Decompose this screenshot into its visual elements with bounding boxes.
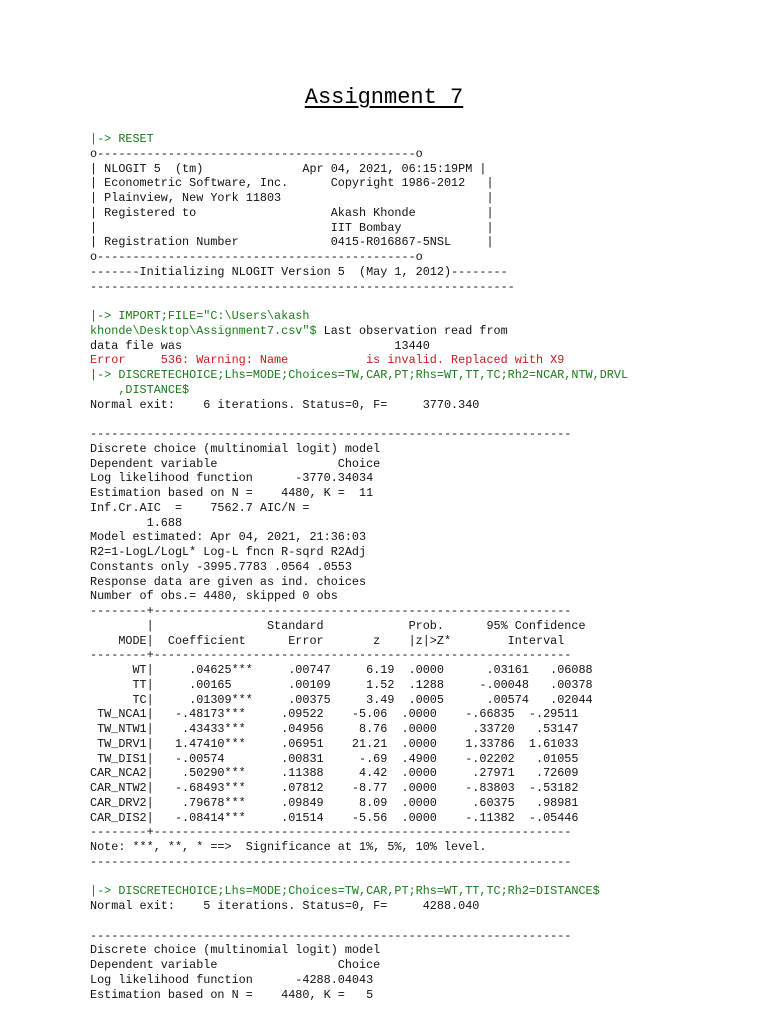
log-line: | IIT Bombay | bbox=[90, 220, 494, 235]
log-line: Normal exit: 5 iterations. Status=0, F= 4288.040 bbox=[90, 899, 480, 913]
log-line: R2=1-LogL/LogL* Log-L fncn R-sqrd R2Adj bbox=[90, 545, 367, 559]
log-line: |-> RESET bbox=[90, 132, 154, 146]
log-line: | Standard Prob. 95% Confidence bbox=[90, 618, 586, 633]
blank-line bbox=[90, 870, 628, 885]
log-line: CAR_NTW2| -.68493*** .07812 -8.77 .0000 -.83803 -.53182 bbox=[90, 781, 579, 795]
log-line: --------+----------------------------------------------------------- bbox=[90, 648, 572, 663]
output-log bbox=[90, 132, 628, 1002]
log-line: TC| .01309*** .00375 3.49 .0005 .00574 .02044 bbox=[90, 692, 593, 707]
log-line: |-> DISCRETECHOICE;Lhs=MODE;Choices=TW,CAR,PT;Rhs=WT,TT,TC;Rh2=DISTANCE$ bbox=[90, 884, 600, 899]
log-line: MODE| Coefficient Error z |z|>Z* Interval bbox=[90, 633, 565, 648]
log-line: | Plainview, New York 11803 | bbox=[90, 191, 494, 205]
log-line: TW_DIS1| -.00574 .00831 -.69 .4900 -.02202 .01055 bbox=[90, 751, 579, 766]
log-line: Log likelihood function -4288.04043 bbox=[90, 972, 374, 987]
log-line: 1.688 bbox=[90, 515, 183, 530]
log-line: TW_NTW1| .43433*** .04956 8.76 .0000 .33720 .53147 bbox=[90, 722, 579, 736]
log-line: o---------------------------------------------o bbox=[90, 146, 423, 161]
log-line: Estimation based on N = 4480, K = 5 bbox=[90, 987, 374, 1002]
log-line: --------+----------------------------------------------------------- bbox=[90, 825, 572, 840]
log-line: Error 536: Warning: Name is invalid. Replaced with X9 bbox=[90, 353, 565, 368]
log-line: Inf.Cr.AIC = 7562.7 AIC/N = bbox=[90, 500, 310, 515]
log-line: Discrete choice (multinomial logit) model bbox=[90, 943, 381, 958]
log-line: TT| .00165 .00109 1.52 .1288 -.00048 .00378 bbox=[90, 677, 593, 692]
log-line: CAR_DIS2| -.08414*** .01514 -5.56 .0000 -.11382 -.05446 bbox=[90, 810, 579, 825]
log-line: | Econometric Software, Inc. Copyright 1986-2012 | bbox=[90, 176, 494, 191]
log-line: -------Initializing NLOGIT Version 5 (May 1, 2012)-------- bbox=[90, 264, 508, 279]
log-line: TW_DRV1| 1.47410*** .06951 21.21 .0000 1.33786 1.61033 bbox=[90, 736, 579, 751]
log-line: -------------------------------------------------------------------- bbox=[90, 427, 572, 441]
log-line: --------+----------------------------------------------------------- bbox=[90, 604, 572, 618]
blank-line bbox=[90, 412, 628, 427]
log-line: ,DISTANCE$ bbox=[90, 382, 190, 397]
log-line: Discrete choice (multinomial logit) model bbox=[90, 441, 381, 456]
log-line: o---------------------------------------------o bbox=[90, 250, 423, 264]
log-line: ------------------------------------------------------------ bbox=[90, 279, 515, 294]
log-line: khonde\Desktop\Assignment7.csv"$ Last observation read from bbox=[90, 323, 508, 338]
log-line: Constants only -3995.7783 .0564 .0553 bbox=[90, 559, 352, 574]
log-line: Response data are given as ind. choices bbox=[90, 574, 367, 589]
blank-line bbox=[90, 914, 628, 929]
log-line: CAR_DRV2| .79678*** .09849 8.09 .0000 .60375 .98981 bbox=[90, 795, 579, 810]
blank-line bbox=[90, 294, 628, 309]
log-line: Normal exit: 6 iterations. Status=0, F= 3770.340 bbox=[90, 397, 480, 412]
log-line: WT| .04625*** .00747 6.19 .0000 .03161 .06088 bbox=[90, 663, 593, 677]
log-line: | Registration Number 0415-R016867-5NSL | bbox=[90, 235, 494, 250]
log-line: | NLOGIT 5 (tm) Apr 04, 2021, 06:15:19PM | bbox=[90, 161, 487, 176]
log-line: Estimation based on N = 4480, K = 11 bbox=[90, 486, 374, 500]
log-line: Model estimated: Apr 04, 2021, 21:36:03 bbox=[90, 530, 367, 545]
log-line: Dependent variable Choice bbox=[90, 958, 381, 972]
log-line: -------------------------------------------------------------------- bbox=[90, 928, 572, 943]
log-line: CAR_NCA2| .50290*** .11388 4.42 .0000 .27971 .72609 bbox=[90, 766, 579, 781]
log-line: TW_NCA1| -.48173*** .09522 -5.06 .0000 -.66835 -.29511 bbox=[90, 707, 579, 722]
page-title: Assignment 7 bbox=[304, 85, 464, 110]
log-line: |-> IMPORT;FILE="C:\Users\akash bbox=[90, 309, 310, 323]
log-line: | Registered to Akash Khonde | bbox=[90, 205, 494, 220]
log-line: Number of obs.= 4480, skipped 0 obs bbox=[90, 589, 338, 604]
log-line: data file was 13440 bbox=[90, 338, 430, 353]
log-line: Note: ***, **, * ==> Significance at 1%, 5%, 10% level. bbox=[90, 840, 487, 854]
log-line: Dependent variable Choice bbox=[90, 456, 381, 471]
log-line: -------------------------------------------------------------------- bbox=[90, 854, 572, 869]
log-line: |-> DISCRETECHOICE;Lhs=MODE;Choices=TW,CAR,PT;Rhs=WT,TT,TC;Rh2=NCAR,NTW,DRVL bbox=[90, 368, 629, 382]
log-line: Log likelihood function -3770.34034 bbox=[90, 471, 374, 486]
